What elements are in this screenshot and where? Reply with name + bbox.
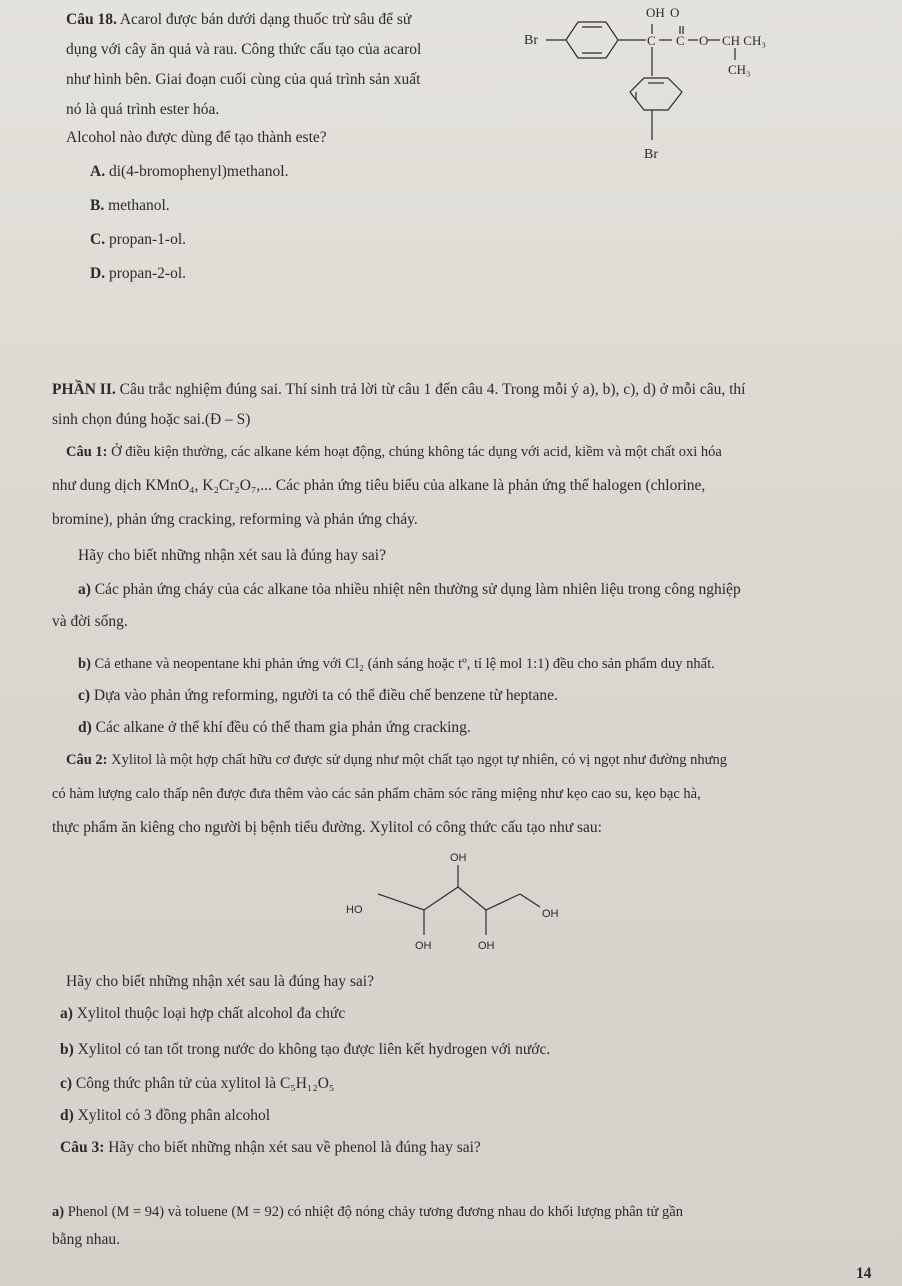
acarol-c1: C bbox=[647, 33, 656, 48]
acarol-c2: C bbox=[676, 33, 685, 48]
acarol-o-link: O bbox=[699, 33, 709, 48]
c1-line1: Câu 1: Ở điều kiện thường, các alkane kém hoạt động, chúng không tác dụng với acid, kiềm và một chất oxi hóa bbox=[66, 444, 722, 460]
c2-item-d[interactable]: d) Xylitol có 3 đồng phân alcohol bbox=[60, 1107, 271, 1124]
q18-option-d[interactable]: D. propan-2-ol. bbox=[90, 265, 186, 282]
q18-line1: Câu 18. Acarol được bán dưới dạng thuốc trừ sâu để sử bbox=[66, 11, 412, 28]
c2-label: Câu 2: bbox=[66, 752, 108, 768]
c1-label: Câu 1: bbox=[66, 444, 108, 460]
q18-question: Alcohol nào được dùng để tạo thành este? bbox=[66, 129, 327, 146]
q18-label: Câu 18. bbox=[66, 11, 117, 28]
c1-line3: bromine), phản ứng cracking, reforming và phản ứng cháy. bbox=[52, 511, 418, 528]
q18-option-b[interactable]: B. methanol. bbox=[90, 197, 170, 214]
q18-option-a[interactable]: A. di(4-bromophenyl)methanol. bbox=[90, 163, 289, 180]
c3-item-a[interactable]: a) Phenol (M = 94) và toluene (M = 92) có nhiệt độ nóng chảy tương đương nhau do khối lượng phân tử gần bbox=[52, 1204, 683, 1220]
part2-title: PHẦN II. bbox=[52, 381, 116, 398]
q18-line2: dụng với cây ăn quả và rau. Công thức cấu tạo của acarol bbox=[66, 41, 422, 58]
c2-item-b[interactable]: b) Xylitol có tan tốt trong nước do không tạo được liên kết hydrogen với nước. bbox=[60, 1041, 551, 1058]
acarol-structure bbox=[520, 0, 820, 175]
c1-item-c[interactable]: c) Dựa vào phản ứng reforming, người ta có thể điều chế benzene từ heptane. bbox=[78, 687, 558, 704]
acarol-oh: OH bbox=[646, 5, 665, 20]
xylitol-oh-top: OH bbox=[450, 852, 467, 864]
c3-label: Câu 3: bbox=[60, 1139, 105, 1156]
c1-item-a[interactable]: a) Các phản ứng cháy của các alkane tỏa nhiều nhiệt nên thường sử dụng làm nhiên liệu trong công nghiệp bbox=[78, 581, 741, 598]
q18-line3: như hình bên. Giai đoạn cuối cùng của quá trình sản xuất bbox=[66, 71, 421, 88]
c3-line1: Câu 3: Hãy cho biết những nhận xét sau về phenol là đúng hay sai? bbox=[60, 1139, 481, 1156]
xylitol-oh-right: OH bbox=[542, 908, 559, 920]
c3-item-a-cont: bằng nhau. bbox=[52, 1231, 121, 1248]
xylitol-structure bbox=[330, 845, 600, 965]
c1-prompt: Hãy cho biết những nhận xét sau là đúng hay sai? bbox=[78, 547, 386, 564]
c1-item-d[interactable]: d) Các alkane ở thể khí đều có thể tham gia phản ứng cracking. bbox=[78, 719, 471, 736]
part2-intro-line2: sinh chọn đúng hoặc sai.(Đ – S) bbox=[52, 411, 251, 428]
acarol-chch3: CH CH₃ bbox=[722, 33, 766, 48]
c1-item-a-cont: và đời sống. bbox=[52, 613, 128, 630]
q18-line4: nó là quá trình ester hóa. bbox=[66, 101, 220, 118]
c1-item-b[interactable]: b) Cả ethane và neopentane khi phản ứng với Cl₂ (ánh sáng hoặc tº, tỉ lệ mol 1:1) đều cho sản phẩm duy nhất. bbox=[78, 656, 715, 672]
c2-prompt: Hãy cho biết những nhận xét sau là đúng hay sai? bbox=[66, 973, 374, 990]
page-number: 14 bbox=[856, 1265, 872, 1282]
c2-line1: Câu 2: Xylitol là một hợp chất hữu cơ được sử dụng như một chất tạo ngọt tự nhiên, có vị ngọt như đường nhưng bbox=[66, 752, 727, 768]
c2-item-a[interactable]: a) Xylitol thuộc loại hợp chất alcohol đa chức bbox=[60, 1005, 346, 1022]
xylitol-oh-bottom-1: OH bbox=[415, 940, 432, 952]
c2-line2: có hàm lượng calo thấp nên được đưa thêm vào các sản phẩm chăm sóc răng miệng như kẹo cao su, kẹo bạc hà, bbox=[52, 786, 701, 802]
acarol-ch3: CH₃ bbox=[728, 62, 751, 77]
acarol-o-carbonyl: O bbox=[670, 5, 680, 20]
xylitol-ho-left: HO bbox=[346, 904, 363, 916]
xylitol-oh-bottom-2: OH bbox=[478, 940, 495, 952]
acarol-br-bottom: Br bbox=[644, 147, 658, 162]
c1-line2: như dung dịch KMnO₄, K₂Cr₂O₇,... Các phản ứng tiêu biểu của alkane là phản ứng thế halogen (chlorine, bbox=[52, 477, 706, 494]
q18-option-c[interactable]: C. propan-1-ol. bbox=[90, 231, 186, 248]
acarol-br-top: Br bbox=[524, 33, 538, 48]
c2-line3: thực phẩm ăn kiêng cho người bị bệnh tiểu đường. Xylitol có công thức cấu tạo như sau: bbox=[52, 819, 602, 836]
part2-intro-line1: PHẦN II. Câu trắc nghiệm đúng sai. Thí sinh trả lời từ câu 1 đến câu 4. Trong mỗi ý a), b), c), d) ở mỗi câu, thí bbox=[52, 381, 746, 398]
c2-item-c[interactable]: c) Công thức phân tử của xylitol là C₅H₁₂O₅ bbox=[60, 1075, 335, 1092]
